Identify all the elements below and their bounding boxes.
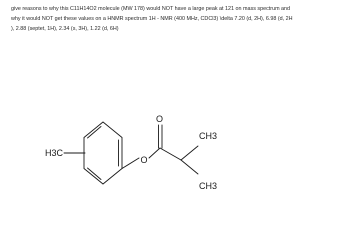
ring-oxygen-bond [122,158,139,169]
methine-upper-methyl-bond [181,146,198,160]
lower-methyl-label: CH3 [199,181,218,191]
question-line-1: give reasons to why this C11H14O2 molecule (MW 178) would NOT have a large peak at 121 on mass spectrum and [11,6,291,12]
carbonyl-oxygen: O [156,114,164,124]
carbonyl-methine-bond [160,148,181,160]
methyl-label: H3C [45,148,64,158]
oxygen-carbonyl-bond [149,148,160,158]
benzene-ring [84,122,122,184]
question-line-3: ), 2.88 (septet, 1H), 2.34 (s, 3H), 1.22 (d, 6H) [11,26,119,33]
methine-lower-methyl-bond [181,160,198,174]
question-line-2: why it would NOT get these values on a HNMR spectrum 1H - NMR (400 MHz, CDCl3) \delta 7.20 (d, 2H), 6.98 (d, 2H [11,16,293,23]
ether-oxygen: O [140,155,148,165]
upper-methyl-label: CH3 [199,131,218,141]
